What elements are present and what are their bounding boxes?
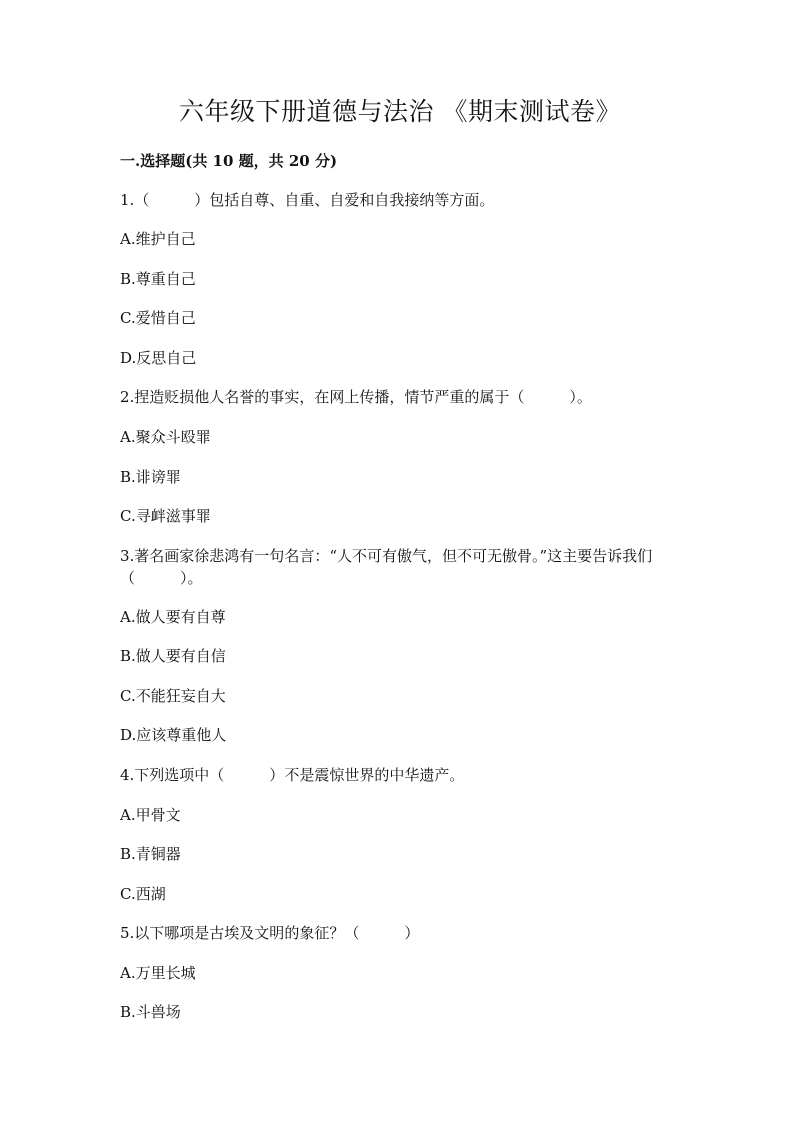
question-stem: 5.以下哪项是古埃及文明的象征？（ ） <box>120 924 420 942</box>
option-item: A.维护自己 <box>120 230 196 248</box>
option-item: D.反思自己 <box>120 349 197 367</box>
option-item: B.诽谤罪 <box>120 468 181 486</box>
option-item: A.甲骨文 <box>120 806 181 824</box>
page-title: 六年级下册道德与法治 《期末测试卷》 <box>179 97 621 126</box>
option-item: B.青铜器 <box>120 845 181 863</box>
question-stem: 3.著名画家徐悲鸿有一句名言：“人不可有傲气，但不可无傲骨。”这主要告诉我们（ ）。 <box>120 547 653 587</box>
option-item: C.不能狂妄自大 <box>120 687 226 705</box>
option-item: C.爱惜自己 <box>120 309 196 327</box>
option-item: A.聚众斗殴罪 <box>120 428 211 446</box>
question-stem: 1.（ ）包括自尊、自重、自爱和自我接纳等方面。 <box>120 191 495 209</box>
option-item: C.寻衅滋事罪 <box>120 507 211 525</box>
question-stem: 2.捏造贬损他人名誉的事实，在网上传播，情节严重的属于（ ）。 <box>120 388 592 406</box>
option-item: B.尊重自己 <box>120 270 196 288</box>
question-stem: 4.下列选项中（ ）不是震惊世界的中华遗产。 <box>120 766 465 784</box>
option-item: A.万里长城 <box>120 964 196 982</box>
option-item: C.西湖 <box>120 885 166 903</box>
option-item: B.斗兽场 <box>120 1003 181 1021</box>
option-item: D.应该尊重他人 <box>120 726 227 744</box>
option-item: B.做人要有自信 <box>120 647 226 665</box>
option-item: A.做人要有自尊 <box>120 608 226 626</box>
section-heading: 一.选择题(共 10 题，共 20 分) <box>120 152 338 170</box>
